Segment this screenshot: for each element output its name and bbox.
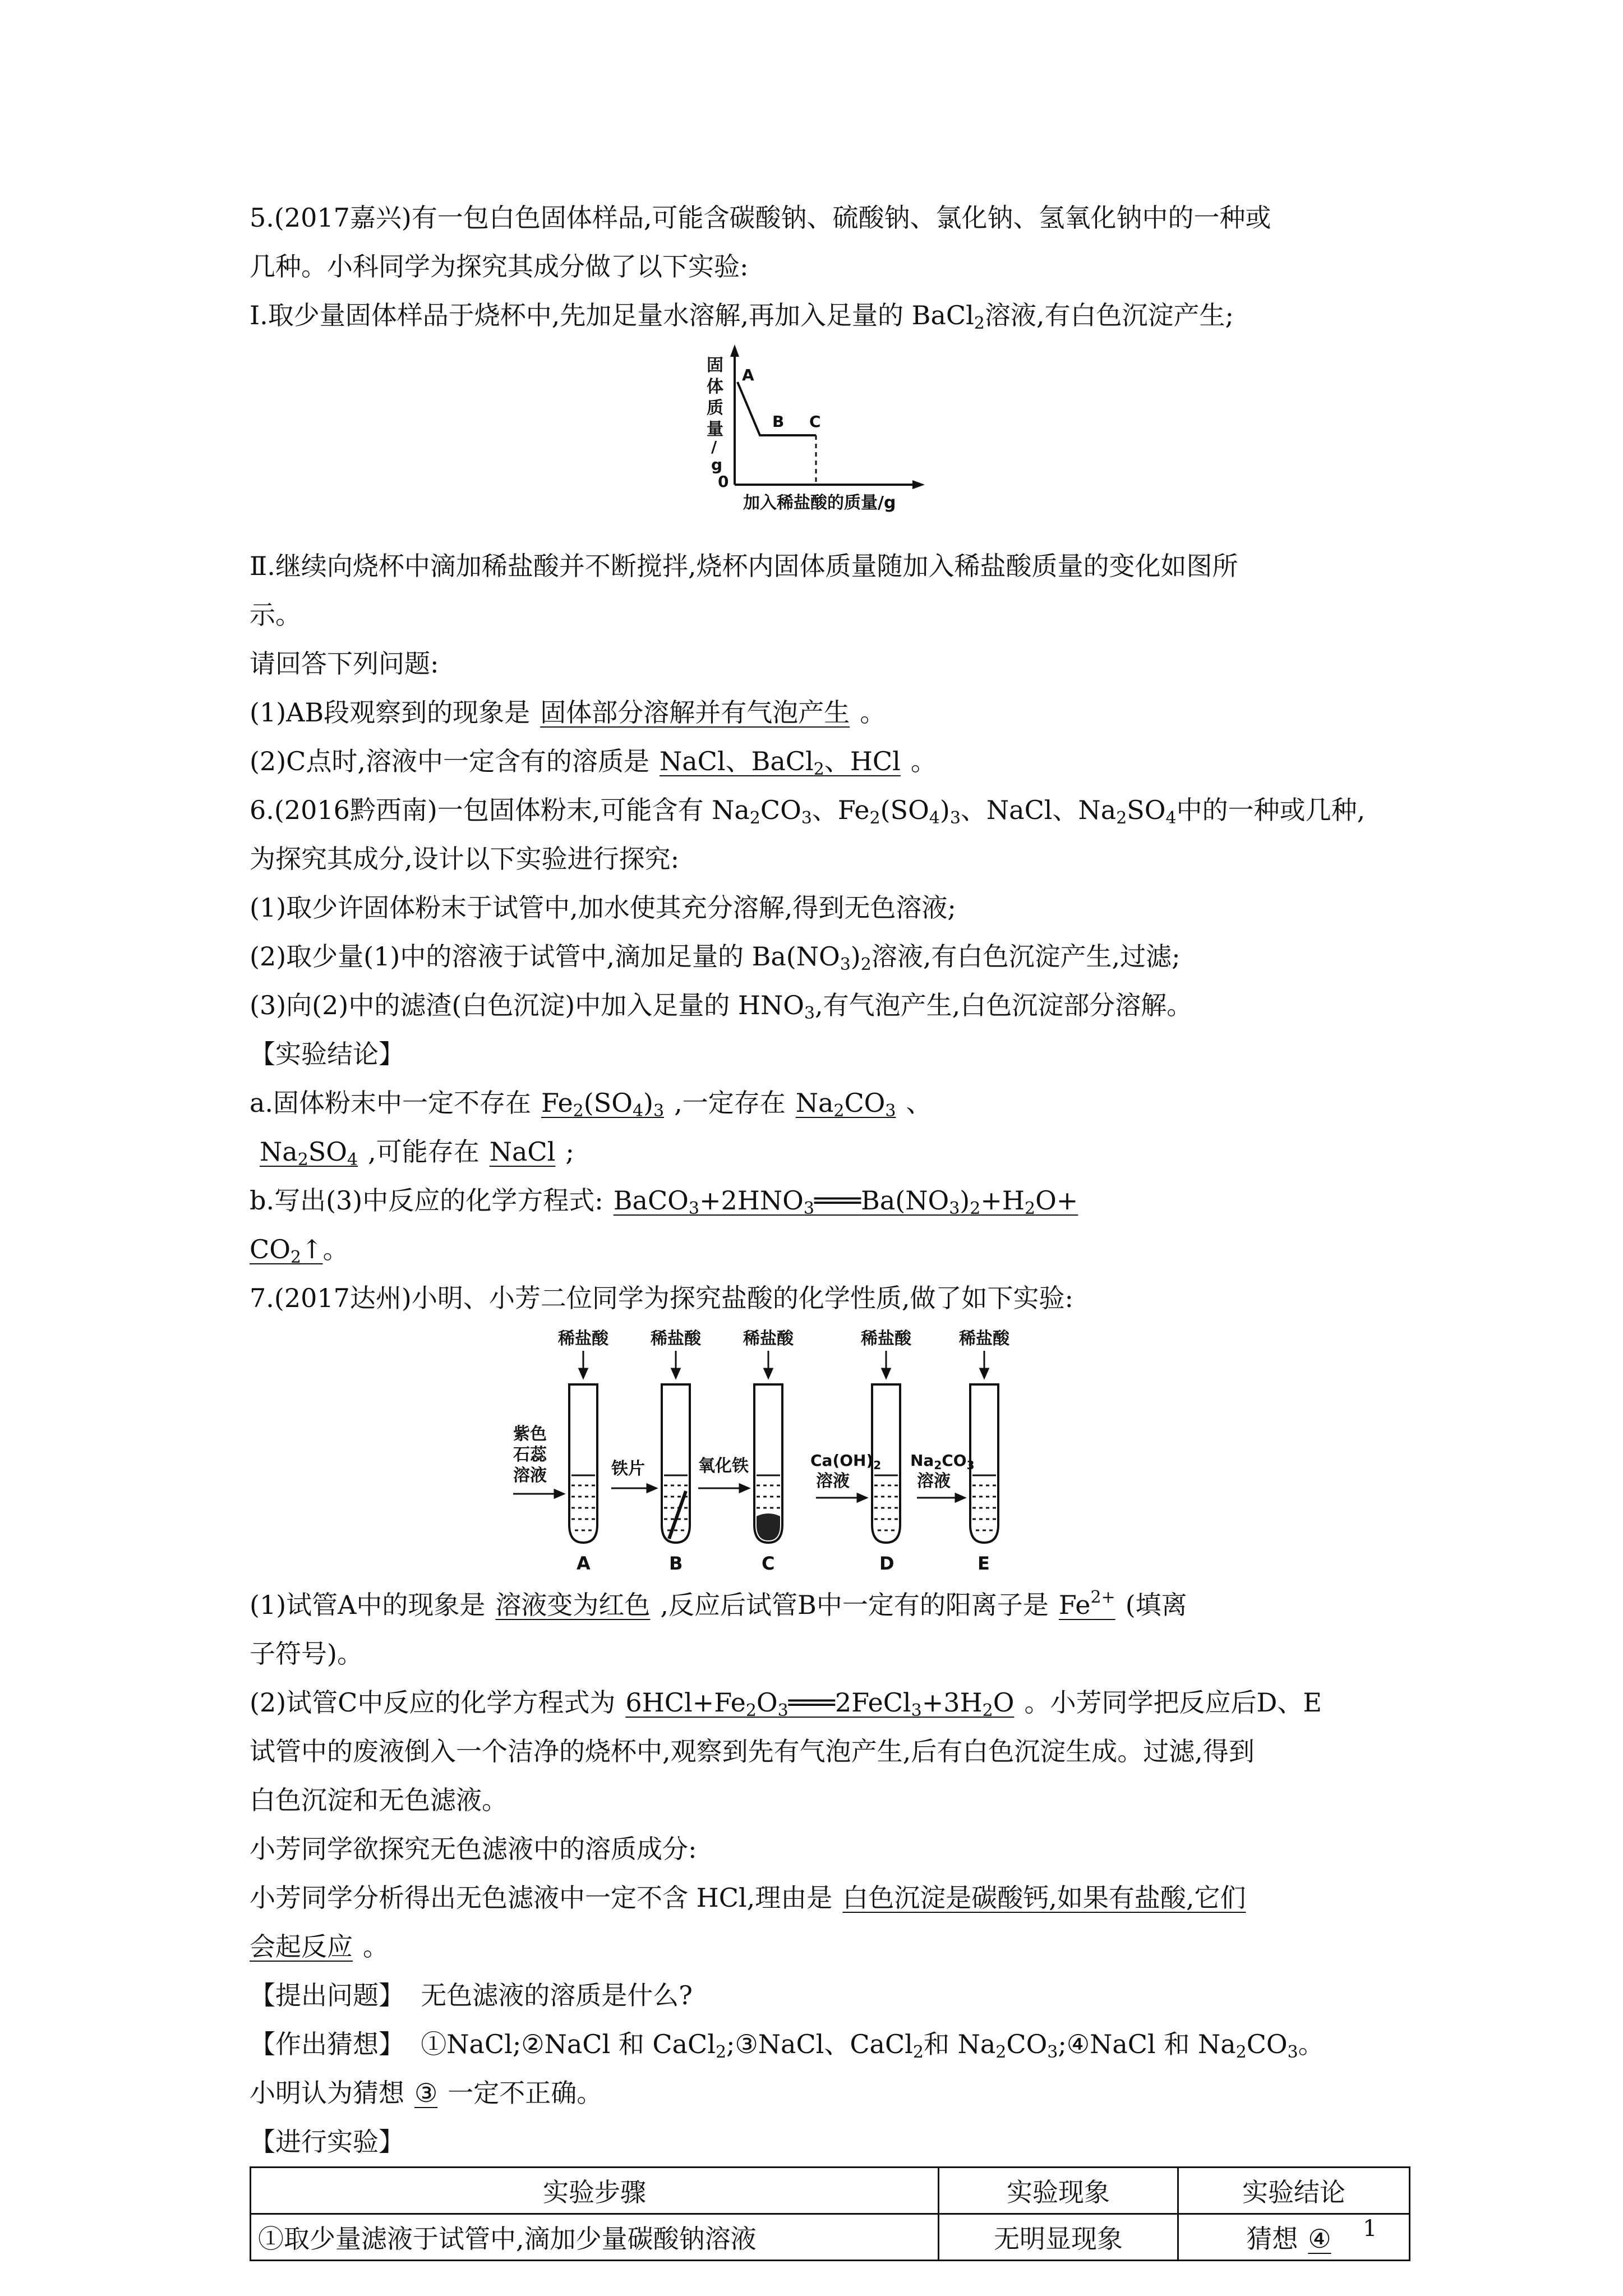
q5-line1: 5.(2017嘉兴)有一包白色固体样品,可能含碳酸钠、硫酸钠、氯化钠、氢氧化钠中的一种或: [250, 203, 1271, 233]
liquids: [571, 1485, 996, 1530]
q6-answer-a-fill4: NaCl: [489, 1137, 556, 1167]
q7-answer2-line3: 白色沉淀和无色滤液。: [250, 1785, 508, 1815]
q6-answer-b-fill: $BaCO_3+2HNO_3═══Ba(NO_3)_2+H_2O+$: [613, 1185, 1078, 1218]
x-axis-arrow: [912, 480, 925, 489]
acid-label-e: 稀盐酸: [959, 1329, 1009, 1349]
y-label-3: 量: [707, 420, 723, 439]
q6-answer-a: a.固体粉末中一定不存在 $Fe_2(SO_4)_3$ ,一定存在 $Na_2CO_3$ 、: [250, 1088, 932, 1121]
q7-answer2-fill: $6HCl+Fe_2O_3═══2FeCl_3+3H_2O$: [625, 1687, 1015, 1720]
y-label-2: 质: [707, 398, 723, 418]
reagent-e-1: $Na_2CO_3$: [910, 1451, 975, 1472]
q5-graph: [250, 340, 1405, 542]
q7-hcl-reason-cont: 会起反应 。: [250, 1931, 389, 1962]
tube-label-a: A: [577, 1553, 591, 1574]
q7-line1: 7.(2017达州)小明、小芳二位同学为探究盐酸的化学性质,做了如下实验:: [250, 1283, 1073, 1313]
table-row: [251, 2214, 1410, 2261]
q7-experiment-heading: 【进行实验】: [250, 2127, 404, 2157]
y-label-5: g: [711, 455, 723, 474]
q7-question: 【提出问题】 无色滤液的溶质是什么?: [250, 1980, 693, 2010]
table-header-row: [251, 2168, 1410, 2214]
q5-step1: Ⅰ.取少量固体样品于烧杯中,先加足量水溶解,再加入足量的 BaCl$_2$溶液,有白色沉淀产生;: [250, 300, 1234, 333]
origin-label: 0: [718, 472, 729, 491]
q6-line5: (3)向(2)中的滤渣(白色沉淀)中加入足量的 $HNO_3$,有气泡产生,白色沉淀部分溶解。: [250, 990, 1193, 1023]
q7-answer1-fill: 溶液变为红色: [495, 1590, 651, 1620]
q5-line2: 几种。小科同学为探究其成分做了以下实验:: [250, 251, 749, 282]
tube-label-c: C: [762, 1553, 775, 1574]
iron-strip: [669, 1491, 686, 1539]
iron-oxide-powder: [757, 1513, 780, 1540]
q5-step2-line1: Ⅱ.继续向烧杯中滴加稀盐酸并不断搅拌,烧杯内固体质量随加入稀盐酸质量的变化如图所: [250, 551, 1238, 581]
point-b-label: B: [772, 412, 785, 431]
q7-answer1-cont: 子符号)。: [250, 1639, 363, 1669]
reagent-b: 铁片: [611, 1459, 645, 1479]
q5-answer2: (2)C点时,溶液中一定含有的溶质是 NaCl、BaCl$_2$、HCl 。: [250, 746, 937, 779]
table-cell: 无明显现象: [939, 2214, 1178, 2261]
reagent-d-1: $Ca(OH)_2$: [810, 1451, 882, 1472]
q7-hcl-reason: 小芳同学分析得出无色滤液中一定不含 HCl,理由是 白色沉淀是碳酸钙,如果有盐酸,它们: [250, 1874, 1405, 1922]
q7-hcl-reason-fill: 白色沉淀是碳酸钙,如果有盐酸,它们: [842, 1883, 1246, 1913]
table-header-cell: 实验现象: [939, 2168, 1178, 2214]
page-number: 1: [1363, 2216, 1377, 2242]
q7-guesses: 【作出猜想】 ①NaCl;②NaCl 和 CaCl$_2$;③NaCl、CaCl$_2$和 $Na_2CO_3;④NaCl$ 和 $Na_2CO_3$。: [250, 2029, 1324, 2062]
q6-line1: 6.(2016黔西南)一包固体粉末,可能含有 $Na_2CO_3$、$Fe_2(SO_4)_3$、NaCl、$Na_2SO_4$中的一种或几种,: [250, 795, 1366, 828]
acid-label-d: 稀盐酸: [861, 1329, 911, 1349]
table-answer-fill: ④: [1308, 2224, 1331, 2254]
q6-answer-a-fill3: $Na_2SO_4$: [260, 1137, 358, 1170]
q7-wrong-guess: 小明认为猜想 ③ 一定不正确。: [250, 2078, 603, 2108]
q6-answer-a-cont: $Na_2SO_4$ ,可能存在 NaCl ;: [250, 1128, 1405, 1176]
reagent-arrows: [513, 1484, 965, 1502]
q6-line3: (1)取少许固体粉末于试管中,加水使其充分溶解,得到无色溶液;: [250, 892, 956, 923]
q5-answer2-fill: NaCl、BaCl$_2$、HCl: [659, 746, 901, 779]
tube-label-e: E: [978, 1553, 990, 1574]
document-content: [250, 194, 1405, 2261]
tube-label-b: B: [669, 1553, 683, 1574]
table-cell: ①取少量滤液于试管中,滴加少量碳酸钠溶液: [251, 2214, 939, 2261]
reagent-a-1: 紫色: [513, 1424, 547, 1444]
q5-answer1-fill: 固体部分溶解并有气泡产生: [540, 697, 850, 728]
reagent-c: 氧化铁: [698, 1456, 749, 1476]
table-cell: 猜想 ④: [1178, 2214, 1410, 2261]
acid-arrows: [579, 1351, 988, 1378]
experiment-table: [250, 2166, 1410, 2261]
x-axis-label: 加入稀盐酸的质量/g: [743, 493, 896, 513]
q7-test-tube-figure: [250, 1323, 1405, 1581]
table-header-cell: 实验结论: [1178, 2168, 1410, 2214]
q7-answer1: (1)试管A中的现象是 溶液变为红色 ,反应后试管B中一定有的阳离子是 $Fe^{2+}$ (填离: [250, 1588, 1187, 1620]
reagent-e-2: 溶液: [917, 1471, 951, 1491]
q5-answer1: (1)AB段观察到的现象是 固体部分溶解并有气泡产生 。: [250, 697, 886, 728]
reagent-a-2: 石蕊: [513, 1445, 547, 1465]
acid-label-c: 稀盐酸: [743, 1329, 794, 1349]
test-tubes-diagram: [250, 1323, 1405, 1581]
q5-step2-line2: 示。: [250, 600, 301, 630]
q6-line4: (2)取少量(1)中的溶液于试管中,滴加足量的 $Ba(NO_3)_2$溶液,有白色沉淀产生,过滤;: [250, 941, 1181, 974]
y-label-4: /: [711, 438, 717, 456]
q5-prompt: 请回答下列问题:: [250, 648, 439, 679]
q6-answer-a-fill1: $Fe_2(SO_4)_3$: [541, 1088, 665, 1121]
point-c-label: C: [809, 412, 821, 431]
q7-answer1-fill2: $Fe^{2+}$: [1058, 1588, 1115, 1620]
y-axis-arrow: [730, 344, 739, 357]
q6-answer-b-fill2: $CO_2↑$: [250, 1234, 323, 1267]
q6-answer-b: b.写出(3)中反应的化学方程式: $BaCO_3+2HNO_3═══Ba(NO_3)_2+H_2O+$: [250, 1176, 1405, 1225]
acid-label-a: 稀盐酸: [558, 1329, 608, 1349]
tube-label-d: D: [879, 1553, 895, 1574]
q7-answer2: (2)试管C中反应的化学方程式为 $6HCl+Fe_2O_3═══2FeCl_3+3H_2O$ 。小芳同学把反应后D、E: [250, 1687, 1322, 1720]
reagent-d-2: 溶液: [816, 1471, 850, 1491]
acid-label-b: 稀盐酸: [651, 1329, 701, 1349]
q6-answer-a-fill2: $Na_2CO_3$: [795, 1088, 896, 1121]
acid-labels: [557, 1329, 1010, 1349]
solid-mass-graph: [250, 340, 1405, 542]
y-label-0: 固: [707, 356, 723, 375]
q6-answer-b-cont: $CO_2↑$。: [250, 1234, 349, 1267]
y-label-1: 体: [707, 377, 723, 397]
q7-answer2-line2: 试管中的废液倒入一个洁净的烧杯中,观察到先有气泡产生,后有白色沉淀生成。过滤,得到: [250, 1736, 1255, 1766]
q6-conclusion-heading: 【实验结论】: [250, 1039, 404, 1069]
point-a-label: A: [742, 366, 754, 384]
reagent-a-3: 溶液: [513, 1466, 547, 1485]
table-header-cell: 实验步骤: [251, 2168, 939, 2214]
q6-line2: 为探究其成分,设计以下实验进行探究:: [250, 844, 680, 874]
q7-inquiry: 小芳同学欲探究无色滤液中的溶质成分:: [250, 1834, 697, 1864]
q7-hcl-reason-fill2: 会起反应: [250, 1931, 353, 1962]
q7-wrong-guess-fill: ③: [414, 2078, 438, 2108]
